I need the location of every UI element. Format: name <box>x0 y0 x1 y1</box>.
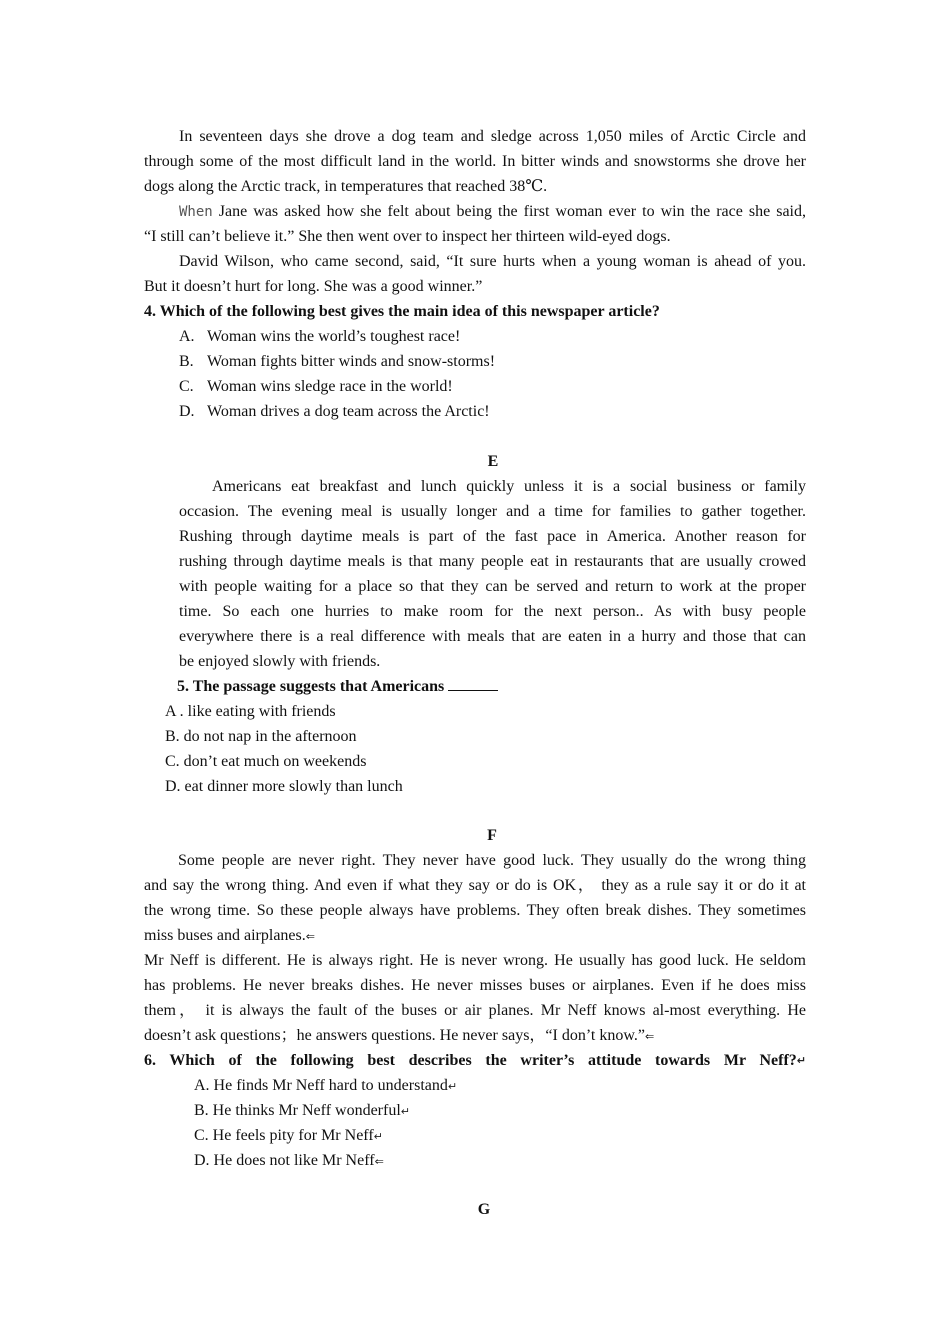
line-break-icon: ↵ <box>373 1130 383 1143</box>
q6-option-d[interactable] <box>194 1148 384 1173</box>
line-break-icon: ↵ <box>400 1105 410 1118</box>
passage-f-line: the wrong time. So these people always have problems. They often break dishes. They sometimes <box>144 902 806 919</box>
passage-e-line: with people waiting for a place so that they can be served and return to work at the proper <box>179 578 806 595</box>
option-letter: C. <box>179 378 194 395</box>
section-g-heading: G <box>477 1201 491 1218</box>
passage-f-text: miss buses and airplanes. <box>144 927 306 944</box>
passage-e-line: Rushing through daytime meals is part of the fast pace in America. Another reason for <box>179 528 806 545</box>
passage-f-line: Mr Neff is different. He is always right. He is never wrong. He usually has good luck. He seldom <box>144 952 806 969</box>
section-f-heading: F <box>487 827 497 844</box>
question-5-text: 5. The passage suggests that Americans <box>177 678 445 695</box>
q5-option-c[interactable]: C. don’t eat much on weekends <box>165 753 367 770</box>
q4-option-d[interactable] <box>179 399 490 424</box>
question-6 <box>144 1048 806 1073</box>
option-letter: A. <box>179 328 195 345</box>
paragraph-mark-icon: ⇐ <box>305 930 315 943</box>
option-text: Woman fights bitter winds and snow-storms! <box>207 353 496 370</box>
passage-f-text: doesn’t ask questions；he answers questions. He never says，“I don’t know.” <box>144 1027 645 1044</box>
option-text: B. He thinks Mr Neff wonderful <box>194 1102 401 1119</box>
passage-d-text: Jane was asked how she felt about being the first woman ever to win the race she said, <box>212 203 806 220</box>
passage-e-line: rushing through daytime meals is that many people eat in restaurants that are usually crowed <box>179 553 806 570</box>
q6-option-a[interactable] <box>194 1073 457 1098</box>
passage-d-line: In seventeen days she drove a dog team and sledge across 1,050 miles of Arctic Circle and <box>179 128 806 145</box>
option-text: Woman wins the world’s toughest race! <box>207 328 461 345</box>
passage-d-line: David Wilson, who came second, said, “It sure hurts when a young woman is ahead of you. <box>179 253 806 270</box>
option-text: Woman drives a dog team across the Arctic! <box>207 403 490 420</box>
when-word: When <box>179 204 213 220</box>
passage-e-line: time. So each one hurries to make room for the next person.. As with busy people <box>179 603 806 620</box>
passage-e-line: everywhere there is a real difference with meals that are eaten in a hurry and those that can <box>179 628 806 645</box>
passage-d-line: But it doesn’t hurt for long. She was a good winner.” <box>144 278 483 295</box>
passage-e-line: Americans eat breakfast and lunch quickly unless it is a social business or family <box>212 478 806 495</box>
passage-e-line: be enjoyed slowly with friends. <box>179 653 381 670</box>
option-letter: B. <box>179 353 194 370</box>
q5-option-d[interactable]: D. eat dinner more slowly than lunch <box>165 778 403 795</box>
q4-option-c[interactable] <box>179 374 453 399</box>
paragraph-mark-icon: ⇐ <box>644 1030 655 1043</box>
passage-d-line: through some of the most difficult land in the world. In bitter winds and snowstorms she drove her <box>144 153 806 170</box>
passage-f-line: and say the wrong thing. And even if what they say or do is OK， they as a rule say it or do it at <box>144 877 806 894</box>
passage-d-line: “I still can’t believe it.” She then went over to inspect her thirteen wild-eyed dogs. <box>144 228 671 245</box>
question-5 <box>177 674 498 699</box>
passage-f-line: has problems. He never breaks dishes. He never misses buses or airplanes. Even if he does miss <box>144 977 806 994</box>
passage-d-line <box>179 199 806 224</box>
option-text: C. He feels pity for Mr Neff <box>194 1127 374 1144</box>
passage-f-line <box>144 923 315 948</box>
question-6-text: 6. Which of the following best describes the writer’s attitude towards Mr Neff? <box>144 1052 797 1069</box>
section-e-heading: E <box>487 453 499 470</box>
passage-f-line: Some people are never right. They never have good luck. They usually do the wrong thing <box>178 852 806 869</box>
passage-e-line: occasion. The evening meal is usually longer and a time for families to gather together. <box>179 503 806 520</box>
paragraph-mark-icon: ⇐ <box>374 1155 384 1168</box>
passage-d-line: dogs along the Arctic track, in temperatures that reached 38℃. <box>144 178 548 195</box>
option-text: Woman wins sledge race in the world! <box>207 378 453 395</box>
q5-option-b[interactable]: B. do not nap in the afternoon <box>165 728 357 745</box>
passage-f-line <box>144 1023 654 1048</box>
option-letter: D. <box>179 403 195 420</box>
option-text: D. He does not like Mr Neff <box>194 1152 375 1169</box>
line-break-icon: ↵ <box>447 1080 458 1093</box>
question-4: 4. Which of the following best gives the main idea of this newspaper article? <box>144 303 660 320</box>
line-break-icon: ↵ <box>796 1054 806 1067</box>
answer-blank <box>448 676 498 691</box>
q5-option-a[interactable]: A . like eating with friends <box>165 703 336 720</box>
option-text: A. He finds Mr Neff hard to understand <box>194 1077 448 1094</box>
q4-option-a[interactable] <box>179 324 461 349</box>
q6-option-c[interactable] <box>194 1123 383 1148</box>
passage-f-line: them， it is always the fault of the buses or air planes. Mr Neff knows al-most everything. He <box>144 1002 806 1019</box>
q4-option-b[interactable] <box>179 349 496 374</box>
q6-option-b[interactable] <box>194 1098 410 1123</box>
